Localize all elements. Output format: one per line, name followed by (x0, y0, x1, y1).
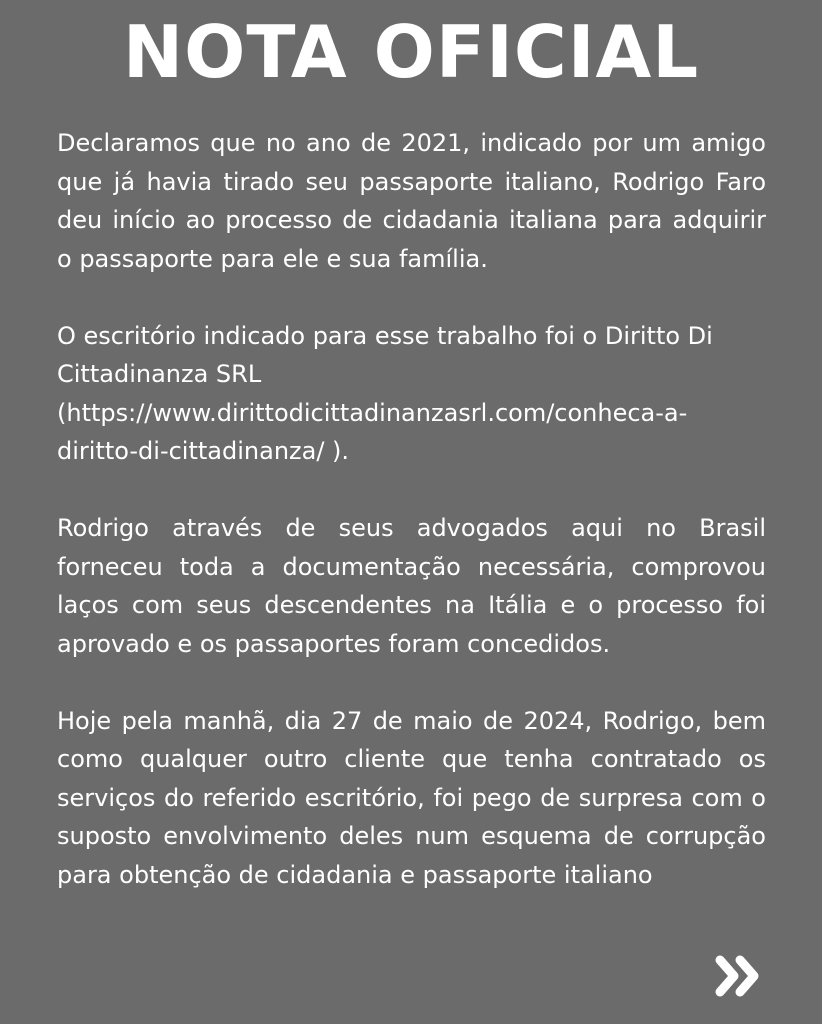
statement-body (57, 124, 766, 933)
paragraph-documentation: Rodrigo através de seus advogados aqui no Brasil forneceu toda a documentação necessária, comprovou laços com seus descendentes na Itália e o processo foi aprovado e os passaportes foram concedidos. (57, 514, 766, 658)
next-slide-button[interactable] (708, 946, 772, 1010)
paragraph-office: O escritório indicado para esse trabalho foi o Diritto Di Cittadinanza SRL (https://www.dirittodicittadinanzasrl.com/conheca-a-diritto-di-cittadinanza/ ). (57, 321, 713, 465)
paragraph-intro: Declaramos que no ano de 2021, indicado por um amigo que já havia tirado seu passaporte italiano, Rodrigo Faro deu início ao processo de cidadania italiana para adquirir o passaporte para ele e sua família. (57, 129, 766, 273)
paragraph-news: Hoje pela manhã, dia 27 de maio de 2024, Rodrigo, bem como qualquer outro cliente que tenha contratado os serviços do referido escritório, foi pego de surpresa com o suposto envolvimento deles num esquema de corrupção para obtenção de cidadania e passaporte italiano (57, 706, 766, 889)
page-title: NOTA OFICIAL (122, 10, 700, 94)
double-chevron-right-icon (708, 946, 772, 1010)
